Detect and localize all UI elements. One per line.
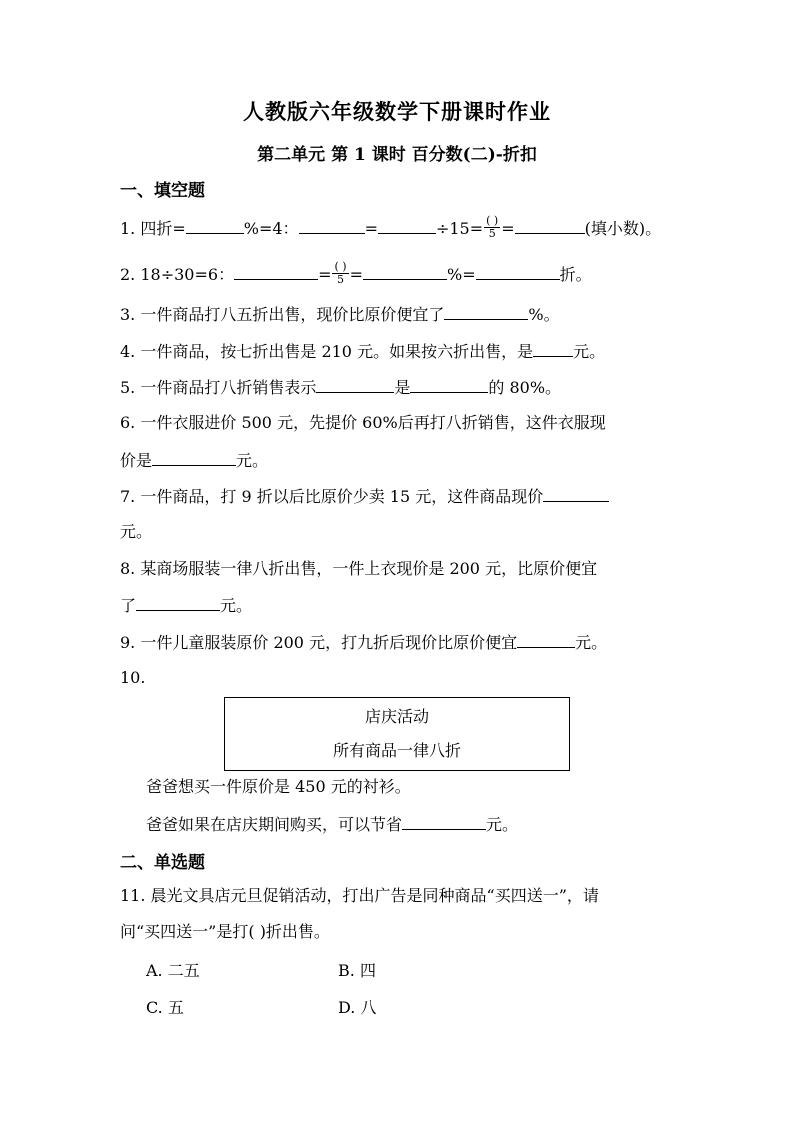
question-6-cont: 价是 元。 (120, 451, 269, 470)
section-fill-in: 一、填空题 (120, 181, 205, 201)
answer-blank[interactable] (378, 217, 436, 234)
question-2: 2. 18÷30=6： = $\frac{( )}{5}$ = %= 折。 (120, 260, 592, 286)
answer-blank[interactable] (444, 303, 528, 320)
question-11-cont: 问“买四送一”是打( )折出售。 (120, 922, 330, 941)
option-b[interactable]: B. 四 (338, 961, 376, 980)
answer-blank[interactable] (234, 263, 318, 280)
answer-blank[interactable] (543, 485, 609, 502)
option-c[interactable]: C. 五 (146, 998, 184, 1017)
promo-sign-box (224, 697, 570, 771)
section-single-choice: 二、单选题 (120, 853, 205, 873)
page-subtitle: 第二单元 第 1 课时 百分数(二)-折扣 (257, 145, 537, 165)
question-1: 1. 四折= %=4： = ÷15= $\frac{( )}{5}$ = (填小数)。 (120, 214, 662, 240)
question-8-cont: 了 元。 (120, 596, 253, 615)
fraction: $\frac{( )}{5}$ (486, 214, 499, 240)
promo-sign-title: 店庆活动 (364, 707, 429, 726)
answer-blank[interactable] (152, 449, 236, 466)
fraction: $\frac{( )}{5}$ (334, 260, 347, 286)
question-8: 8. 某商场服装一律八折出售，一件上衣现价是 200 元，比原价便宜 (120, 559, 598, 578)
question-6: 6. 一件衣服进价 500 元，先提价 60%后再打八折销售，这件衣服现 (120, 413, 606, 432)
option-d[interactable]: D. 八 (338, 998, 377, 1017)
page-title: 人教版六年级数学下册课时作业 (243, 99, 551, 124)
question-5: 5. 一件商品打八折销售表示 是 的 80%。 (120, 378, 562, 397)
promo-sign-text: 所有商品一律八折 (332, 741, 461, 760)
answer-blank[interactable] (517, 631, 575, 648)
answer-blank[interactable] (363, 263, 447, 280)
answer-blank[interactable] (476, 263, 560, 280)
answer-blank[interactable] (186, 217, 244, 234)
answer-blank[interactable] (299, 217, 365, 234)
answer-blank[interactable] (402, 813, 486, 830)
question-4: 4. 一件商品，按七折出售是 210 元。如果按六折出售，是 元。 (120, 342, 606, 361)
question-10: 10. (120, 668, 146, 687)
answer-blank[interactable] (316, 376, 394, 393)
question-11: 11. 晨光文具店元旦促销活动，打出广告是同种商品“买四送一”，请 (120, 886, 599, 905)
question-9: 9. 一件儿童服装原价 200 元，打九折后现价比原价便宜 元。 (120, 633, 608, 652)
question-10-line1: 爸爸想买一件原价是 450 元的衬衫。 (146, 777, 411, 796)
answer-blank[interactable] (410, 376, 488, 393)
question-3: 3. 一件商品打八五折出售，现价比原价便宜了 %。 (120, 305, 560, 324)
question-7-cont: 元。 (120, 522, 153, 541)
option-a[interactable]: A. 二五 (146, 961, 200, 980)
answer-blank[interactable] (533, 340, 573, 357)
answer-blank[interactable] (515, 217, 585, 234)
question-7: 7. 一件商品，打 9 折以后比原价少卖 15 元，这件商品现价 (120, 485, 609, 508)
answer-blank[interactable] (136, 594, 220, 611)
question-10-line2: 爸爸如果在店庆期间购买，可以节省 元。 (146, 815, 519, 834)
